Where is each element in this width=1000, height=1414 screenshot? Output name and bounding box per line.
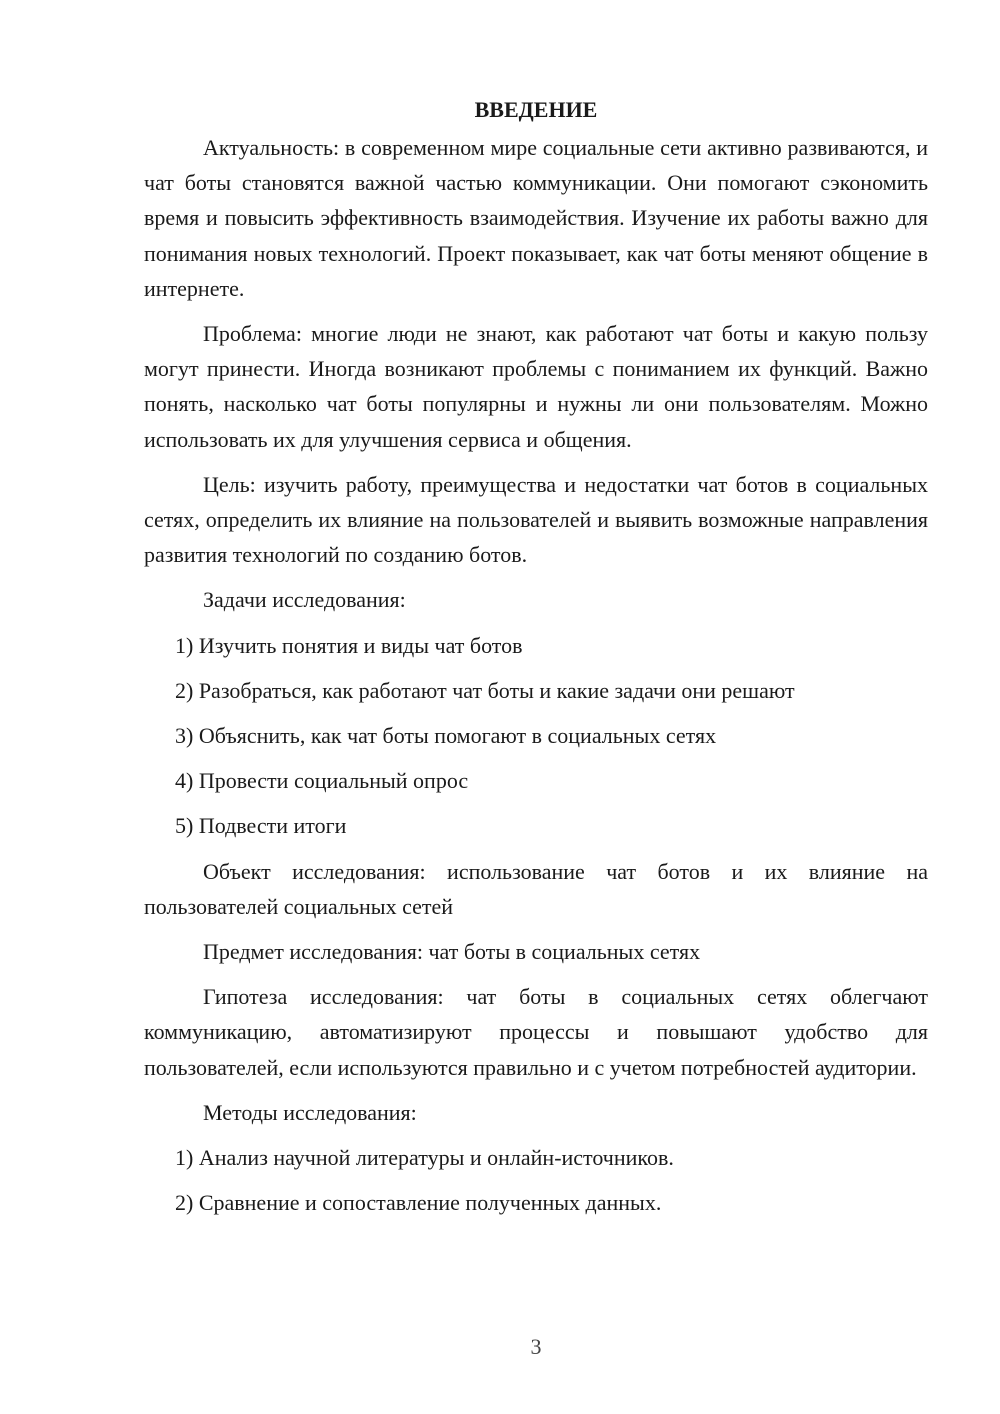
tasks-heading: Задачи исследования: (203, 587, 406, 613)
list-item: 4) Провести социальный опрос (175, 768, 469, 794)
methods-list (144, 1140, 928, 1220)
list-item: 1) Анализ научной литературы и онлайн-источников. (175, 1145, 674, 1171)
relevance-paragraph: Актуальность: в современном мире социальные сети активно развиваются, и чат боты становятся важной частью коммуникации. Они помогают сэкономить время и повысить эффективность взаимодействия. Изучение их работы важно для понимания новых технологий. Проект показывает, как чат боты меняют общение в интернете. (144, 135, 928, 301)
list-item: 3) Объяснить, как чат боты помогают в социальных сетях (175, 723, 717, 749)
list-item: 5) Подвести итоги (175, 813, 347, 839)
methods-heading: Методы исследования: (203, 1099, 417, 1125)
goal-paragraph: Цель: изучить работу, преимущества и недостатки чат ботов в социальных сетях, определить их влияние на пользователей и выявить возможные направления развития технологий по созданию ботов. (144, 471, 928, 568)
subject-paragraph: Предмет исследования: чат боты в социальных сетях (203, 939, 701, 965)
object-paragraph: Объект исследования: использование чат ботов и их влияние на пользователей социальных сетей (144, 858, 928, 919)
section-title: ВВЕДЕНИЕ (474, 97, 598, 122)
hypothesis-paragraph: Гипотеза исследования: чат боты в социальных сетях облегчают коммуникацию, автоматизируют процессы и повышают удобство для пользователей, если используются правильно и с учетом потребностей аудитории. (144, 984, 928, 1080)
list-item: 1) Изучить понятия и виды чат ботов (175, 632, 523, 658)
page-number: 3 (530, 1334, 542, 1359)
document-page (144, 92, 928, 1230)
tasks-list (144, 628, 928, 844)
problem-paragraph: Проблема: многие люди не знают, как работают чат боты и какую пользу могут принести. Иногда возникают проблемы с пониманием их функций. Важно понять, насколько чат боты популярны и нужны ли они пользователям. Можно использовать их для улучшения сервиса и общения. (144, 321, 928, 452)
list-item: 2) Сравнение и сопоставление полученных данных. (175, 1190, 662, 1216)
list-item: 2) Разобраться, как работают чат боты и какие задачи они решают (175, 677, 795, 703)
